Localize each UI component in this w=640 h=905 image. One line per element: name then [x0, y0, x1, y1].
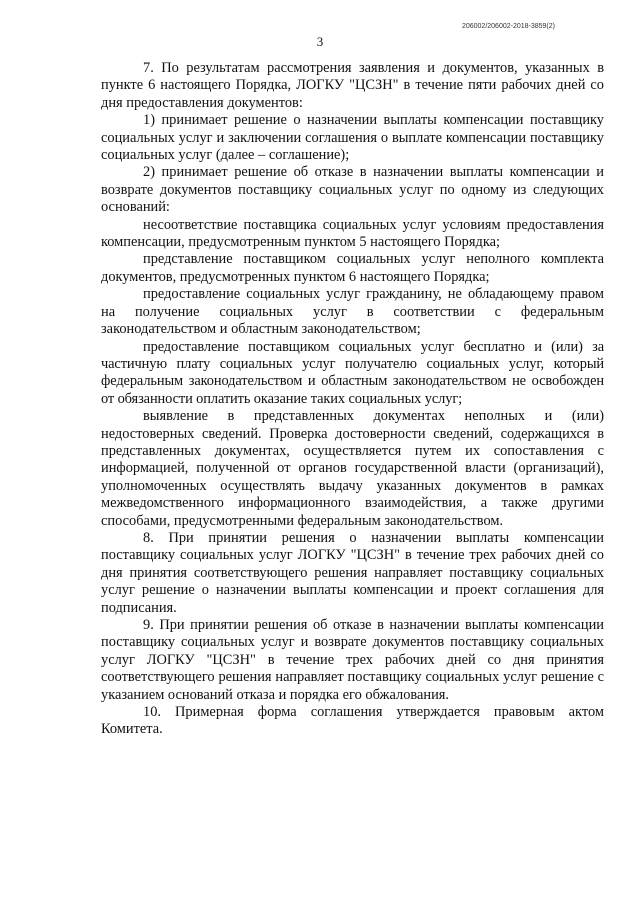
paragraph-7-item-2: 2) принимает решение об отказе в назначении выплаты компенсации и возврате документов поставщику социальных услуг по одному из следующих оснований: — [101, 164, 604, 216]
document-id: 206002/206002-2018-3859(2) — [461, 23, 555, 30]
refusal-ground-5: выявление в представленных документах неполных и (или) недостоверных сведений. Проверка достоверности сведений, содержащихся в представленных документах, осуществляется путем их сопоставления с информацией, полученной от органов государственной власти (организаций), уполномоченных осуществлять выдачу указанных документов в рамках межведомственного информационного взаимодействия, а также другими способами, предусмотренными федеральным законодательством. — [101, 408, 604, 529]
paragraph-10: 10. Примерная форма соглашения утверждается правовым актом Комитета. — [101, 704, 604, 738]
paragraph-9: 9. При принятии решения об отказе в назначении выплаты компенсации поставщику социальных услуг и возврате документов поставщику социальных услуг ЛОГКУ "ЦСЗН" в течение трех рабочих дней со дня принятия соответствующего решения направляет поставщику социальных услуг решение с указанием оснований отказа и порядка его обжалования. — [101, 617, 604, 703]
page-number: 3 — [316, 34, 324, 49]
refusal-ground-2: представление поставщиком социальных услуг неполного комплекта документов, предусмотренных пунктом 6 настоящего Порядка; — [101, 251, 604, 285]
refusal-ground-3: предоставление социальных услуг гражданину, не обладающему правом на получение социальных услуг в соответствии с федеральным законодательством и областным законодательством; — [101, 286, 604, 338]
refusal-ground-1: несоответствие поставщика социальных услуг условиям предоставления компенсации, предусмотренным пунктом 5 настоящего Порядка; — [101, 216, 604, 251]
paragraph-7: 7. По результатам рассмотрения заявления и документов, указанных в пункте 6 настоящего Порядка, ЛОГКУ "ЦСЗН" в течение пяти рабочих дней со дня предоставления документов: — [101, 60, 604, 111]
document-body — [101, 60, 604, 739]
refusal-ground-4: предоставление поставщиком социальных услуг бесплатно и (или) за частичную плату социальных услуг получателю социальных услуг, который федеральным законодательством и областным законодательством не освобожден от обязанности оплатить оказание таких социальных услуг; — [101, 338, 604, 407]
paragraph-8: 8. При принятии решения о назначении выплаты компенсации поставщику социальных услуг ЛОГКУ "ЦСЗН" в течение трех рабочих дней со дня принятия соответствующего решения направляет поставщику социальных услуг решение о назначении выплаты компенсации и проект соглашения для подписания. — [101, 529, 604, 616]
paragraph-7-item-1: 1) принимает решение о назначении выплаты компенсации поставщику социальных услуг и заключении соглашения о выплате компенсации поставщику социальных услуг (далее – соглашение); — [101, 112, 604, 164]
